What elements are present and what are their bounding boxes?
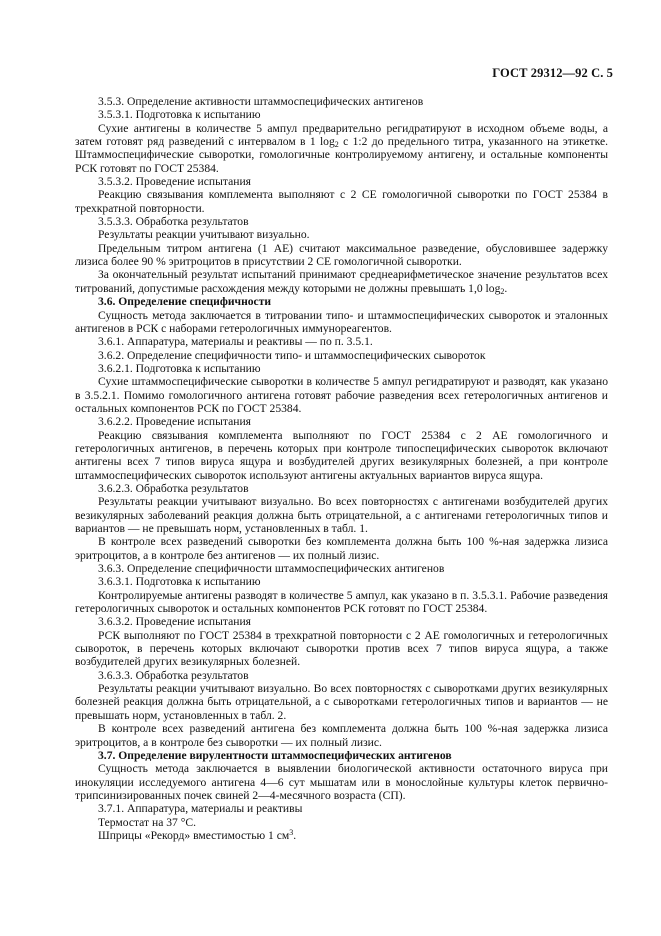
- body-paragraph: В контроле всех разведений антигена без комплемента должна быть 100 %-ная задержка лизиса эритроцитов, а в контроле без сыворотки — их полный лизис.: [75, 722, 608, 749]
- body-paragraph: [75, 122, 608, 175]
- subsection-heading: 3.5.3.1. Подготовка к испытанию: [98, 108, 261, 122]
- subsection-heading: 3.7.1. Аппаратура, материалы и реактивы: [98, 802, 303, 816]
- unit-superscript: 3: [289, 827, 294, 837]
- page-header: ГОСТ 29312—92 С. 5: [492, 66, 613, 80]
- document-body: [75, 95, 608, 842]
- subsection-heading: 3.6.2.1. Подготовка к испытанию: [98, 361, 261, 375]
- subsection-heading: [75, 829, 608, 842]
- subsection-heading: 3.6.3.3. Обработка результатов: [98, 668, 249, 682]
- body-paragraph: Предельным титром антигена (1 АЕ) считают максимальное разведение, обусловившее задержку лизиса более 90 % эритроцитов в присутствии 2 СЕ гомологичной сыворотки.: [75, 241, 608, 269]
- subsection-heading: 3.6.3.1. Подготовка к испытанию: [98, 575, 261, 589]
- subsection-heading: 3.6.3. Определение специфичности штаммоспецифических антигенов: [98, 562, 445, 576]
- subsection-heading: 3.6.2.3. Обработка результатов: [98, 481, 249, 495]
- body-paragraph: РСК выполняют по ГОСТ 25384 в трехкратной повторности с 2 АЕ гомологичных и гетерологичных сывороток, в перечень которых включают сыворотки против всех 7 типов вируса ящура, а также возбудителей других везикулярных болезней.: [75, 628, 608, 669]
- paragraph-text: Шприцы «Рекорд» вместимостью 1 см: [98, 828, 290, 842]
- paragraph-text: с 1:2 до предельного титра, указанного на этикетке. Штаммоспецифические сыворотки, гомологичные контролируемому антигену, и остальные компоненты РСК готовят по ГОСТ 25384.: [75, 135, 608, 175]
- body-paragraph: [75, 268, 608, 295]
- subsection-heading: 3.5.3.3. Обработка результатов: [98, 215, 249, 229]
- subsection-heading: 3.6.2. Определение специфичности типо- и штаммоспецифических сывороток: [98, 348, 486, 362]
- subsection-heading: 3.6.3.2. Проведение испытания: [98, 615, 251, 629]
- paragraph-text: Сухие антигены в количестве 5 ампул предварительно регидратируют в исходном объеме воды, а затем готовят ряд разведений с интервалом в 1 log: [75, 121, 608, 149]
- section-heading: 3.7. Определение вирулентности штаммоспецифических антигенов: [98, 748, 452, 762]
- paragraph-text: .: [293, 828, 297, 842]
- section-heading: 3.6. Определение специфичности: [98, 295, 272, 309]
- body-paragraph: Контролируемые антигены разводят в количестве 5 ампул, как указано в п. 3.5.3.1. Рабочие разведения гетерологичных сывороток и остальных компонентов РСК готовят по ГОСТ 25384.: [75, 588, 608, 616]
- body-paragraph: Результаты реакции учитывают визуально.: [98, 228, 310, 242]
- subsection-heading: Термостат на 37 °С.: [98, 815, 197, 829]
- paragraph-text: За окончательный результат испытаний принимают среднеарифметическое значение результатов всех титрований, допустимые расхождения между которыми не должны превышать 1,0 log: [75, 268, 608, 295]
- subsection-heading: 3.5.3.2. Проведение испытания: [98, 175, 251, 189]
- subsection-heading: 3.6.2.2. Проведение испытания: [98, 415, 251, 429]
- body-paragraph: Реакцию связывания комплемента выполняют с 2 СЕ гомологичной сыворотки по ГОСТ 25384 в трехкратной повторности.: [75, 188, 608, 215]
- body-paragraph: Сущность метода заключается в титровании типо- и штаммоспецифических сывороток и эталонных антигенов в РСК с наборами гетерологичных иммунореагентов.: [75, 308, 608, 335]
- body-paragraph: В контроле всех разведений сыворотки без комплемента должна быть 100 %-ная задержка лизиса эритроцитов, а в контроле без антигенов — их полный лизис.: [75, 535, 608, 562]
- paragraph-text: .: [504, 281, 508, 295]
- body-paragraph: Реакцию связывания комплемента выполняют по ГОСТ 25384 с 2 АЕ гомологичного и гетерологичных антигенов, в перечень которых при контроле типоспецифических сывороток включают антигены всех 7 типов вируса ящура и возбудителей других везикулярных болезней, а при контроле штаммоспецифических сывороток используют антигены актуальных вариантов вируса ящура.: [75, 428, 608, 482]
- subsection-heading: 3.5.3. Определение активности штаммоспецифических антигенов: [98, 95, 424, 108]
- log-base-subscript: 2: [500, 286, 505, 296]
- body-paragraph: Результаты реакции учитывают визуально. Во всех повторностях с сыворотками других везикулярных болезней реакция должна быть отрицательной, а с сыворотками гетерологичных типов и вариантов — не превышать норм, установленных в табл. 2.: [75, 682, 608, 722]
- subsection-heading: 3.6.1. Аппаратура, материалы и реактивы — по п. 3.5.1.: [98, 335, 373, 349]
- log-base-subscript: 2: [334, 140, 339, 150]
- body-paragraph: Сухие штаммоспецифические сыворотки в количестве 5 ампул регидратируют и разводят, как указано в 3.5.2.1. Помимо гомологичного антигена готовят рабочие разведения всех гетерологичных антигенов и остальных компонентов РСК по ГОСТ 25384.: [75, 375, 608, 415]
- body-paragraph: Сущность метода заключается в выявлении биологической активности остаточного вируса при инокуляции исследуемого антигена 4—6 сут мышатам или в монослойные культуры клеток первично-трипсинизированных почек свиней 2—4-месячного возраста (СП).: [75, 762, 608, 802]
- body-paragraph: Результаты реакции учитывают визуально. Во всех повторностях с антигенами возбудителей других везикулярных заболеваний реакция должна быть отрицательной, а с антигенами гетерологичных типов и вариантов — не превышать норм, установленных в табл. 1.: [75, 495, 608, 535]
